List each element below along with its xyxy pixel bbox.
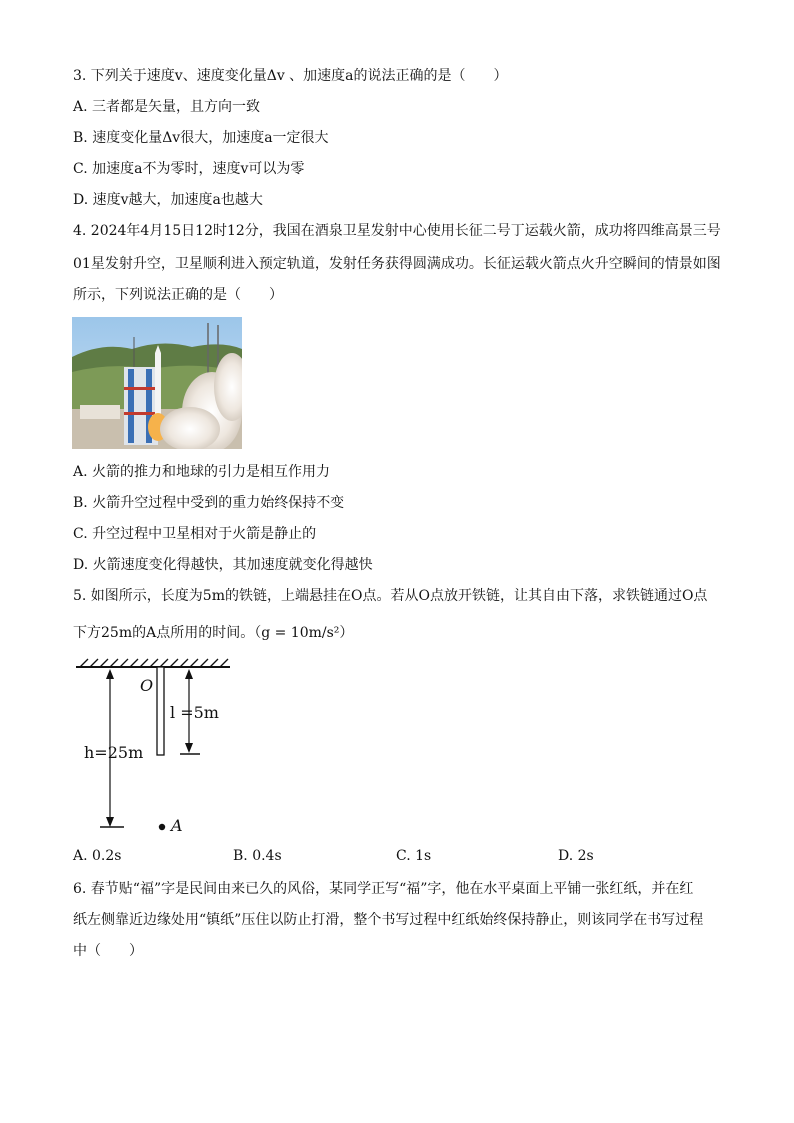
q4-option-d: D. 火箭速度变化得越快，其加速度就变化得越快 — [73, 557, 373, 573]
q4-option-a: A. 火箭的推力和地球的引力是相互作用力 — [73, 464, 331, 480]
q4-stem-line3: 所示，下列说法正确的是（ ） — [73, 287, 283, 303]
q5-option-a: A. 0.2s — [73, 848, 122, 864]
q5-option-d: D. 2s — [558, 848, 594, 864]
q3-option-c: C. 加速度a不为零时，速度v可以为零 — [73, 161, 305, 177]
label-a: A — [171, 816, 183, 835]
q5-option-b: B. 0.4s — [233, 848, 282, 864]
q4-stem-line1: 4. 2024年4月15日12时12分，我国在酒泉卫星发射中心使用长征二号丁运载火箭，成功将四维高景三号 — [73, 223, 721, 239]
label-o: O — [140, 676, 154, 695]
q4-stem-line2: 01星发射升空，卫星顺利进入预定轨道，发射任务获得圆满成功。长征运载火箭点火升空瞬间的情景如图 — [73, 256, 721, 272]
q3-option-b: B. 速度变化量Δv很大，加速度a一定很大 — [73, 130, 329, 146]
q6-stem-line2: 纸左侧靠近边缘处用“镇纸”压住以防止打滑，整个书写过程中红纸始终保持静止，则该同学在书写过程 — [73, 912, 704, 928]
q4-option-b: B. 火箭升空过程中受到的重力始终保持不变 — [73, 495, 345, 511]
label-l: l =5m — [170, 703, 219, 722]
rocket-launch-photo — [72, 317, 242, 449]
q4-option-c: C. 升空过程中卫星相对于火箭是静止的 — [73, 526, 317, 542]
q3-option-a: A. 三者都是矢量，且方向一致 — [73, 99, 261, 115]
q6-stem-line1: 6. 春节贴“福”字是民间由来已久的风俗，某同学正写“福”字，他在水平桌面上平铺一张红纸，并在红 — [73, 881, 694, 897]
q5-option-c: C. 1s — [396, 848, 432, 864]
q3-option-d: D. 速度v越大，加速度a也越大 — [73, 192, 263, 208]
q5-stem-line2: 下方25m的A点所用的时间。（g = 10m/s²） — [73, 625, 354, 641]
q5-stem-line1: 5. 如图所示，长度为5m的铁链，上端悬挂在O点。若从O点放开铁链，让其自由下落，求铁链通过O点 — [73, 588, 708, 604]
label-h: h=25m — [84, 743, 144, 762]
q3-stem: 3. 下列关于速度v、速度变化量Δv 、加速度a的说法正确的是（ ） — [73, 68, 508, 84]
chain-diagram — [70, 655, 270, 835]
q6-stem-line3: 中（ ） — [73, 943, 143, 959]
